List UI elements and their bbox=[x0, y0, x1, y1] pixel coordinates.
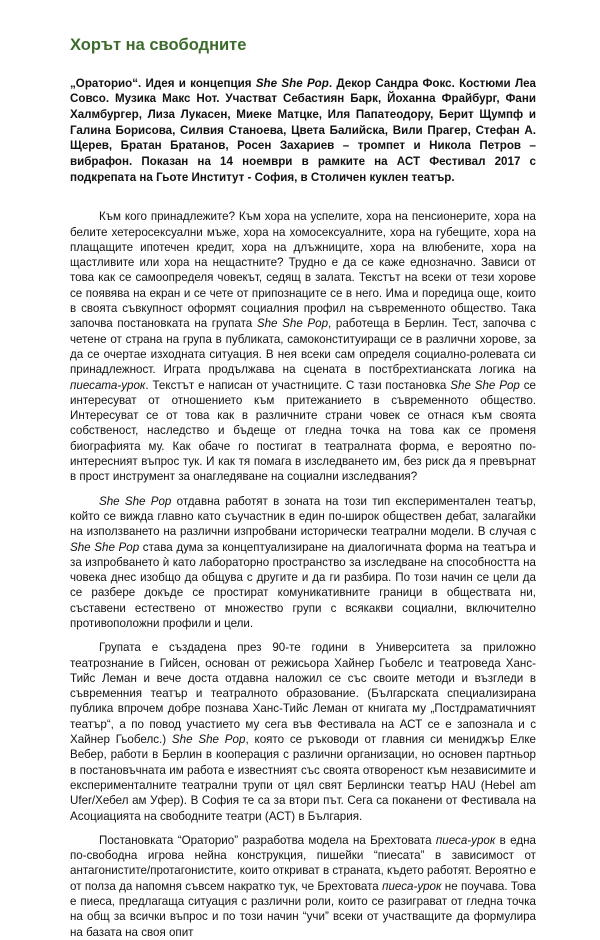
italic-run: пиеса-урок bbox=[435, 833, 496, 847]
italic-run: She She Pop bbox=[70, 540, 140, 554]
body-paragraph-4: Постановката “Ораторио” разработва модела на Брехтовата пиеса-урок в една по-свободна игрова нейна конструкция, пишейки “пиесата” в зависимост от антагонистите/протагонистите, които откриват в страната, където работят. Вероятно е от полза да напомня съвсем накратко тук, че Брехтовата пиеса-урок не поучава. Това е пиеса, предлагаща ситуация с различни роли, които се разиграват от гледна точка на общ за всички въпрос и по този начин “учи” всеки от участващите да формулира на базата на своя опит bbox=[70, 833, 536, 939]
italic-run: She She Pop bbox=[99, 494, 172, 508]
italic-run: She She Pop bbox=[171, 733, 246, 747]
body-paragraph-3: Групата е създадена през 90-те години в Университета за приложно театрознание в Гийсен, основан от режисьора Хайнер Гьобелс и театроведа Ханс-Тийс Леман и вече доста отдавна наложил се със своите методи и възгледи в съвременния театър и театралното образование. (Българската специализирана публика впрочем добре познава Ханс-Тийс Леман от книгата му „Постдраматичният театър“, а по повод участието му сега във Фестивала на АСТ се е запознала и с Хайнер Гьобелс.) She She Pop, която се ръководи от главния си мениджър Елке Вебер, работи в Берлин в кооперация с различни организации, но основен партньор в постановъчната им работа е известният със своята отвореност към независимите и експерименталните театрални трупи от цял свят Берлински театър HAU (Hebel am Ufer/Хебел ам Уфер). В София те са за втори път. Сега са поканени от Фестивала на Асоциацията на свободните театри (АСТ) в България. bbox=[70, 641, 536, 823]
production-credits: „Ораторио“. Идея и концепция She She Pop. Декор Сандра Фокс. Костюми Леа Совсо. Музика Макс Нот. Участват Себастиян Барк, Йоханна Фрайбург, Фани Халмбургер, Лиза Лукасен, Миеке Матцке, Иля Папатеодору, Берит Щумпф и Галина Борисова, Силвия Станоева, Цвета Балийска, Вили Прагер, Стефан А. Щерев, Братан Братанов, Росен Захариев – тромпет и Никола Петров – вибрафон. Показан на 14 ноември в рамките на АСТ Фестивал 2017 с подкрепата на Гьоте Институт - София, в Столичен куклен театър. bbox=[70, 76, 536, 184]
italic-run: She She Pop bbox=[450, 378, 520, 392]
italic-run: пиесата-урок bbox=[70, 378, 146, 392]
italic-run: She She Pop bbox=[255, 76, 329, 90]
italic-run: She She Pop bbox=[256, 317, 329, 331]
body-paragraph-1: Към кого принадлежите? Към хора на успелите, хора на пенсионерите, хора на белите хетеросексуални мъже, хора на хомосексуалните, хора на губещите, хора на плащащите ипотечен кредит, хора на длъжниците, хора на влюбените, хора на щастливите или хора на нещастните? Трудно е да се каже еднозначно. Зависи от това как се самоопределя човекът, седящ в залата. Текстът на всеки от тези хорове се появява на екран и се чете от припознаците се в него. Има и поредица още, които в своята съвкупност оформят социалния профил на съвременното общество. Така започва постановката на групата She She Pop, работеща в Берлин. Тест, започва с четене от страна на група в публиката, самоконституиращи се в различни хорове, за да се очертае изходната ситуация. В нея всеки сам определя социално-ролевата си принадлежност. Играта продължава на сцената в постбрехтианската логика на пиесата-урок. Текстът е написан от участниците. С тази постановка She She Pop се интересуват от отношението към притежанието в съвременното общество. Интересуват се от това как в различните страни човек се отнася към своята собственост, наследство и бъдеще от гледна точка на това как се променя биографията му. Как обаче го постигат в театралната форма, е вероятно по-интересният въпрос тук. И как тя помага в изследването им, без риск да я превърнат в прост инструмент за онагледяване на социални изследвания? bbox=[70, 210, 536, 484]
article-title: Хорът на свободните bbox=[70, 36, 247, 54]
italic-run: пиеса-урок bbox=[382, 879, 442, 893]
body-paragraph-2: She She Pop отдавна работят в зоната на този тип експериментален театър, който се вижда главно като съучастник в един по-широк обществен дебат, залагайки на използването на различни изпробвани исторически театрални модели. В случая с She She Pop става дума за концептуализиране на диалогичната форма на театъра и за изпробването ѝ като лабораторно пространство за изследване на способността на човека днес изобщо да общува с другите и да ги разбира. По този начин се цели да се разбере докъде се простират комуникативните граници в обществата ни, съставени естествено от множество групи с всякакви социални, включително противоположни профили и цели. bbox=[70, 494, 536, 630]
